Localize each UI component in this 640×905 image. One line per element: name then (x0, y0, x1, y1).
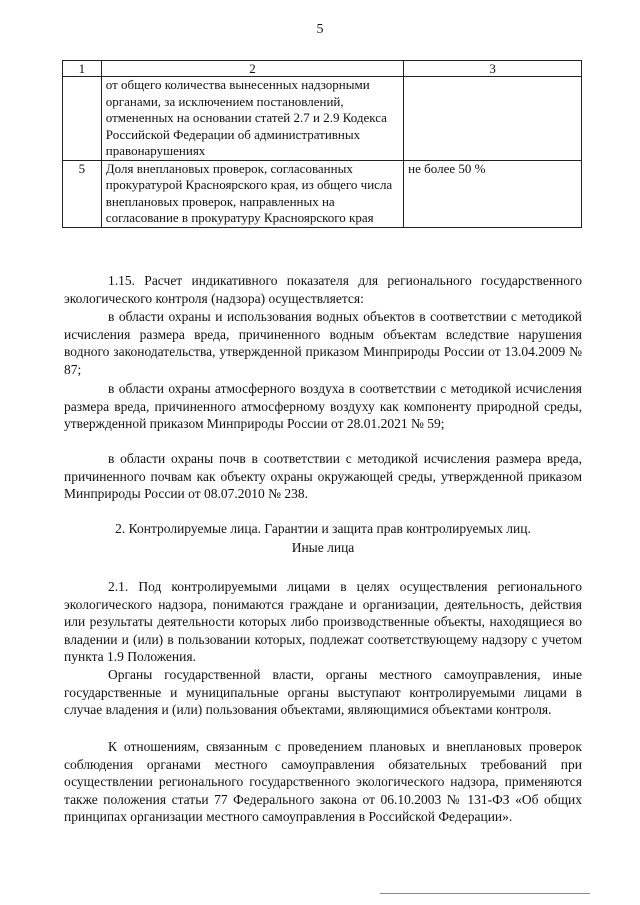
paragraph-soil: в области охраны почв в соответствии с методикой исчисления размера вреда, причиненного почвам как объекту охраны окружающей среды, утвержденной приказом Минприроды России от 08.07.2010 № 238. (64, 451, 582, 502)
row-number: 5 (63, 160, 102, 227)
table-row (63, 160, 582, 227)
paragraph-authorities: Органы государственной власти, органы местного самоуправления, иные государственные и муниципальные органы выступают контролируемыми лицами в случае владения и (или) пользования объектами, являющимися объектами контроля. (64, 667, 582, 718)
paragraph-water: в области охраны и использования водных объектов в соответствии с методикой исчисления размера вреда, причиненного водным объектам вследствие нарушения водного законодательства, утвержденной приказом Минприроды России от 13.04.2009 № 87; (64, 309, 582, 377)
row-value (404, 77, 582, 161)
paragraph-relations: К отношениям, связанным с проведением плановых и внеплановых проверок соблюдения органами местного самоуправления обязательных требований при осуществлении регионального государственного экологического надзора, применяются также положения статьи 77 Федерального закона от 06.10.2003 № 131-ФЗ «Об общих принципах организации местного самоуправления в Российской Федерации». (64, 739, 582, 825)
indicator-table (62, 60, 582, 228)
row-text: Доля внеплановых проверок, согласованных прокуратурой Красноярского края, из общего числа внеплановых проверок, направленных на согласование в прокуратуру Красноярского края (101, 160, 403, 227)
row-number (63, 77, 102, 161)
header-col-1: 1 (63, 61, 102, 77)
section-heading-line-1: 2. Контролируемые лица. Гарантии и защита прав контролируемых лиц. (115, 521, 531, 536)
table-header-row (63, 61, 582, 77)
paragraph-2-1: 2.1. Под контролируемыми лицами в целях осуществления регионального экологического надзора, понимаются граждане и организации, деятельность, действия или результаты деятельности которых либо производственные объекты, находящиеся во владении и (или) в пользовании которых, подлежат соответствующему надзору с учетом пункта 1.9 Положения. (64, 579, 582, 665)
header-col-3: 3 (404, 61, 582, 77)
row-value: не более 50 % (404, 160, 582, 227)
table-row (63, 77, 582, 161)
bottom-rule (380, 893, 590, 894)
paragraph-air: в области охраны атмосферного воздуха в соответствии с методикой исчисления размера вреда, причиненного атмосферному воздуху как компоненту природной среды, утвержденной приказом Минприроды России от 28.01.2021 № 59; (64, 381, 582, 432)
header-col-2: 2 (101, 61, 403, 77)
section-heading-line-2: Иные лица (291, 540, 355, 555)
row-text: от общего количества вынесенных надзорными органами, за исключением постановлений, отмененных на основании статей 2.7 и 2.9 Кодекса Российской Федерации об административных правонарушениях (101, 77, 403, 161)
page-number: 5 (316, 22, 324, 37)
paragraph-1-15: 1.15. Расчет индикативного показателя для регионального государственного экологического контроля (надзора) осуществляется: (64, 273, 582, 306)
